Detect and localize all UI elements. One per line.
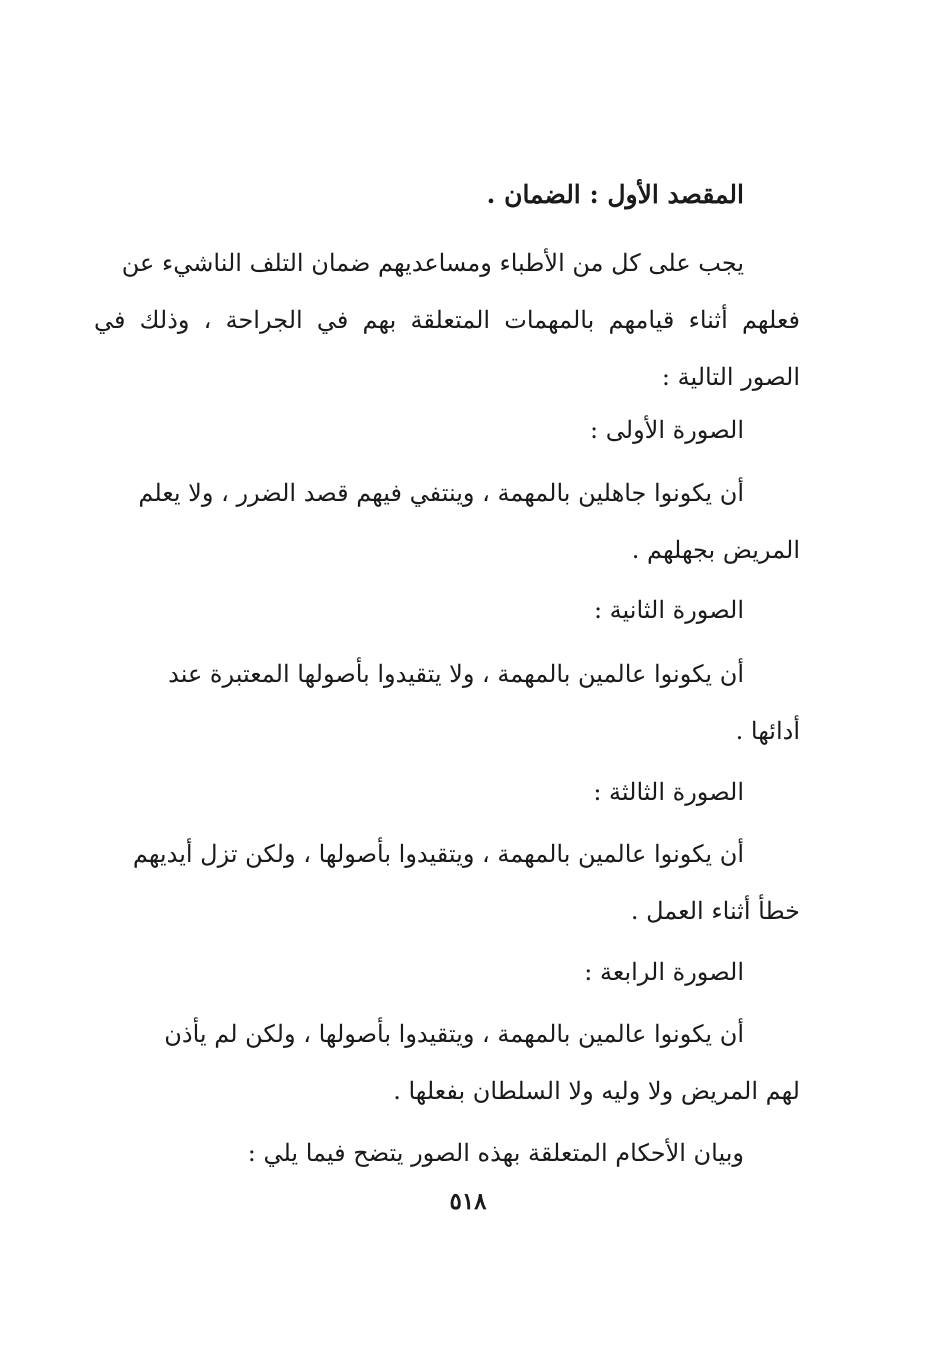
case-2-rest: أدائها . [735, 717, 800, 745]
intro-rest: فعلهم أثناء قيامهم بالمهمات المتعلقة بهم في الجراحة ، وذلك في الصور التالية : [94, 306, 800, 391]
case-2-paragraph [94, 646, 800, 760]
case-3-rest: خطأ أثناء العمل . [630, 897, 800, 925]
section-heading: المقصد الأول : الضمان . [486, 180, 744, 209]
case-3-paragraph [94, 826, 800, 940]
case-3-first-line: أن يكونوا عالمين بالمهمة ، ويتقيدوا بأصولها ، ولكن تزل أيديهم [132, 840, 744, 868]
case-4-first-line: أن يكونوا عالمين بالمهمة ، ويتقيدوا بأصولها ، ولكن لم يأذن [164, 1020, 744, 1048]
case-4-paragraph [94, 1006, 800, 1120]
case-4-rest: لهم المريض ولا وليه ولا السلطان بفعلها . [393, 1077, 800, 1105]
intro-paragraph [94, 235, 800, 406]
case-1-first-line: أن يكونوا جاهلين بالمهمة ، وينتفي فيهم قصد الضرر ، ولا يعلم [138, 479, 744, 507]
case-1-paragraph [94, 465, 800, 579]
case-1-rest: المريض بجهلهم . [631, 536, 800, 564]
case-2-first-line: أن يكونوا عالمين بالمهمة ، ولا يتقيدوا بأصولها المعتبرة عند [168, 660, 744, 688]
case-2-title: الصورة الثانية : [593, 596, 744, 624]
closing-line: وبيان الأحكام المتعلقة بهذه الصور يتضح فيما يلي : [247, 1139, 744, 1167]
intro-first-line: يجب على كل من الأطباء ومساعديهم ضمان التلف الناشيء عن [121, 249, 744, 277]
page-number: ٥١٨ [449, 1188, 487, 1215]
case-1-title: الصورة الأولى : [590, 416, 744, 444]
case-4-title: الصورة الرابعة : [584, 958, 744, 986]
case-3-title: الصورة الثالثة : [593, 778, 744, 806]
